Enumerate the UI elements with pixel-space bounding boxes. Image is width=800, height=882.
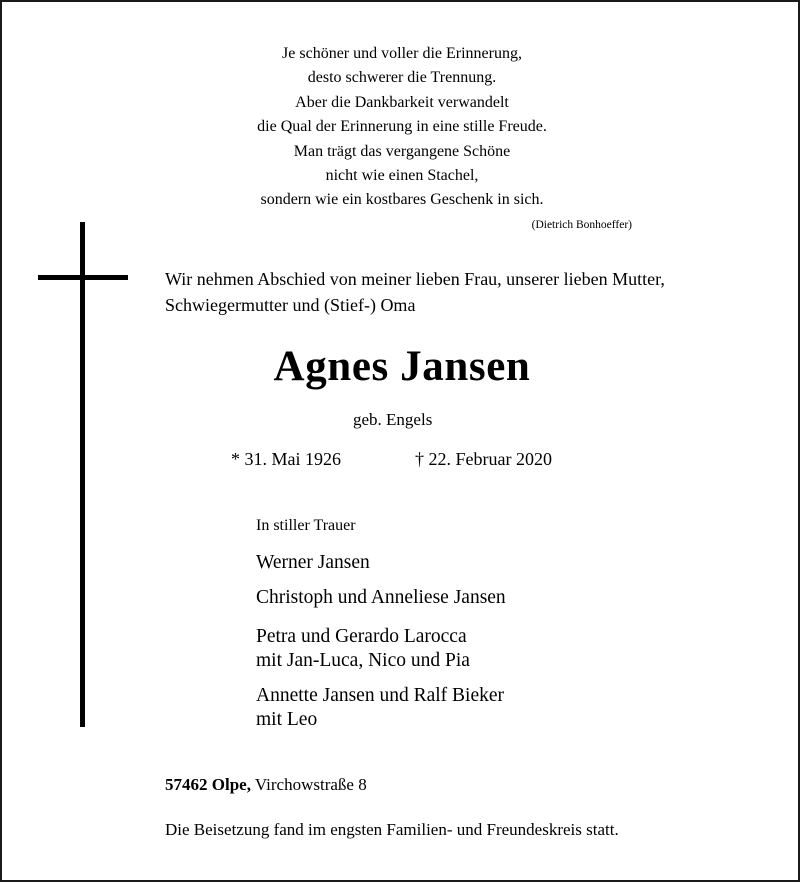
deceased-name: Agnes Jansen — [273, 343, 531, 390]
birth-date: * 31. Mai 1926 — [231, 449, 341, 469]
poem-line: desto schwerer die Trennung. — [307, 69, 497, 87]
mourning-heading: In stiller Trauer — [256, 517, 356, 534]
address-street: Virchowstraße 8 — [254, 775, 367, 794]
poem-line: sondern wie ein kostbares Geschenk in sich. — [260, 191, 544, 209]
address — [165, 775, 367, 795]
poem — [202, 42, 602, 213]
intro-text — [165, 266, 765, 318]
intro-line: Wir nehmen Abschied von meiner lieben Frau, unserer lieben Mutter, — [165, 269, 665, 289]
mourner-line: Annette Jansen und Ralf Bieker — [256, 685, 505, 706]
mourner-entry — [256, 625, 470, 673]
poem-line: nicht wie einen Stachel, — [325, 167, 479, 185]
mourner-entry — [256, 684, 504, 732]
address-city: 57462 Olpe, — [165, 775, 251, 794]
mourner-entry — [256, 551, 370, 575]
death-date: † 22. Februar 2020 — [415, 449, 552, 469]
mourner-line: Christoph und Anneliese Jansen — [256, 587, 506, 608]
mourner-line: Werner Jansen — [256, 552, 370, 573]
mourner-line: mit Leo — [256, 709, 318, 730]
mourner-entry — [256, 586, 506, 610]
poem-line: Je schöner und voller die Erinnerung, — [282, 45, 522, 62]
poem-attribution: (Dietrich Bonhoeffer) — [531, 219, 632, 231]
poem-line: die Qual der Erinnerung in eine stille Freude. — [257, 118, 547, 136]
cross-vertical-bar — [80, 222, 85, 727]
maiden-name: geb. Engels — [353, 410, 433, 429]
mourner-line: mit Jan-Luca, Nico und Pia — [256, 650, 470, 671]
poem-line: Man trägt das vergangene Schöne — [293, 142, 511, 160]
mourner-line: Petra und Gerardo Larocca — [256, 626, 467, 647]
cross-horizontal-bar — [38, 275, 128, 280]
intro-line: Schwiegermutter und (Stief-) Oma — [165, 295, 416, 315]
poem-line: Aber die Dankbarkeit verwandelt — [295, 93, 509, 111]
funeral-note: Die Beisetzung fand im engsten Familien- und Freundeskreis statt. — [165, 820, 619, 839]
